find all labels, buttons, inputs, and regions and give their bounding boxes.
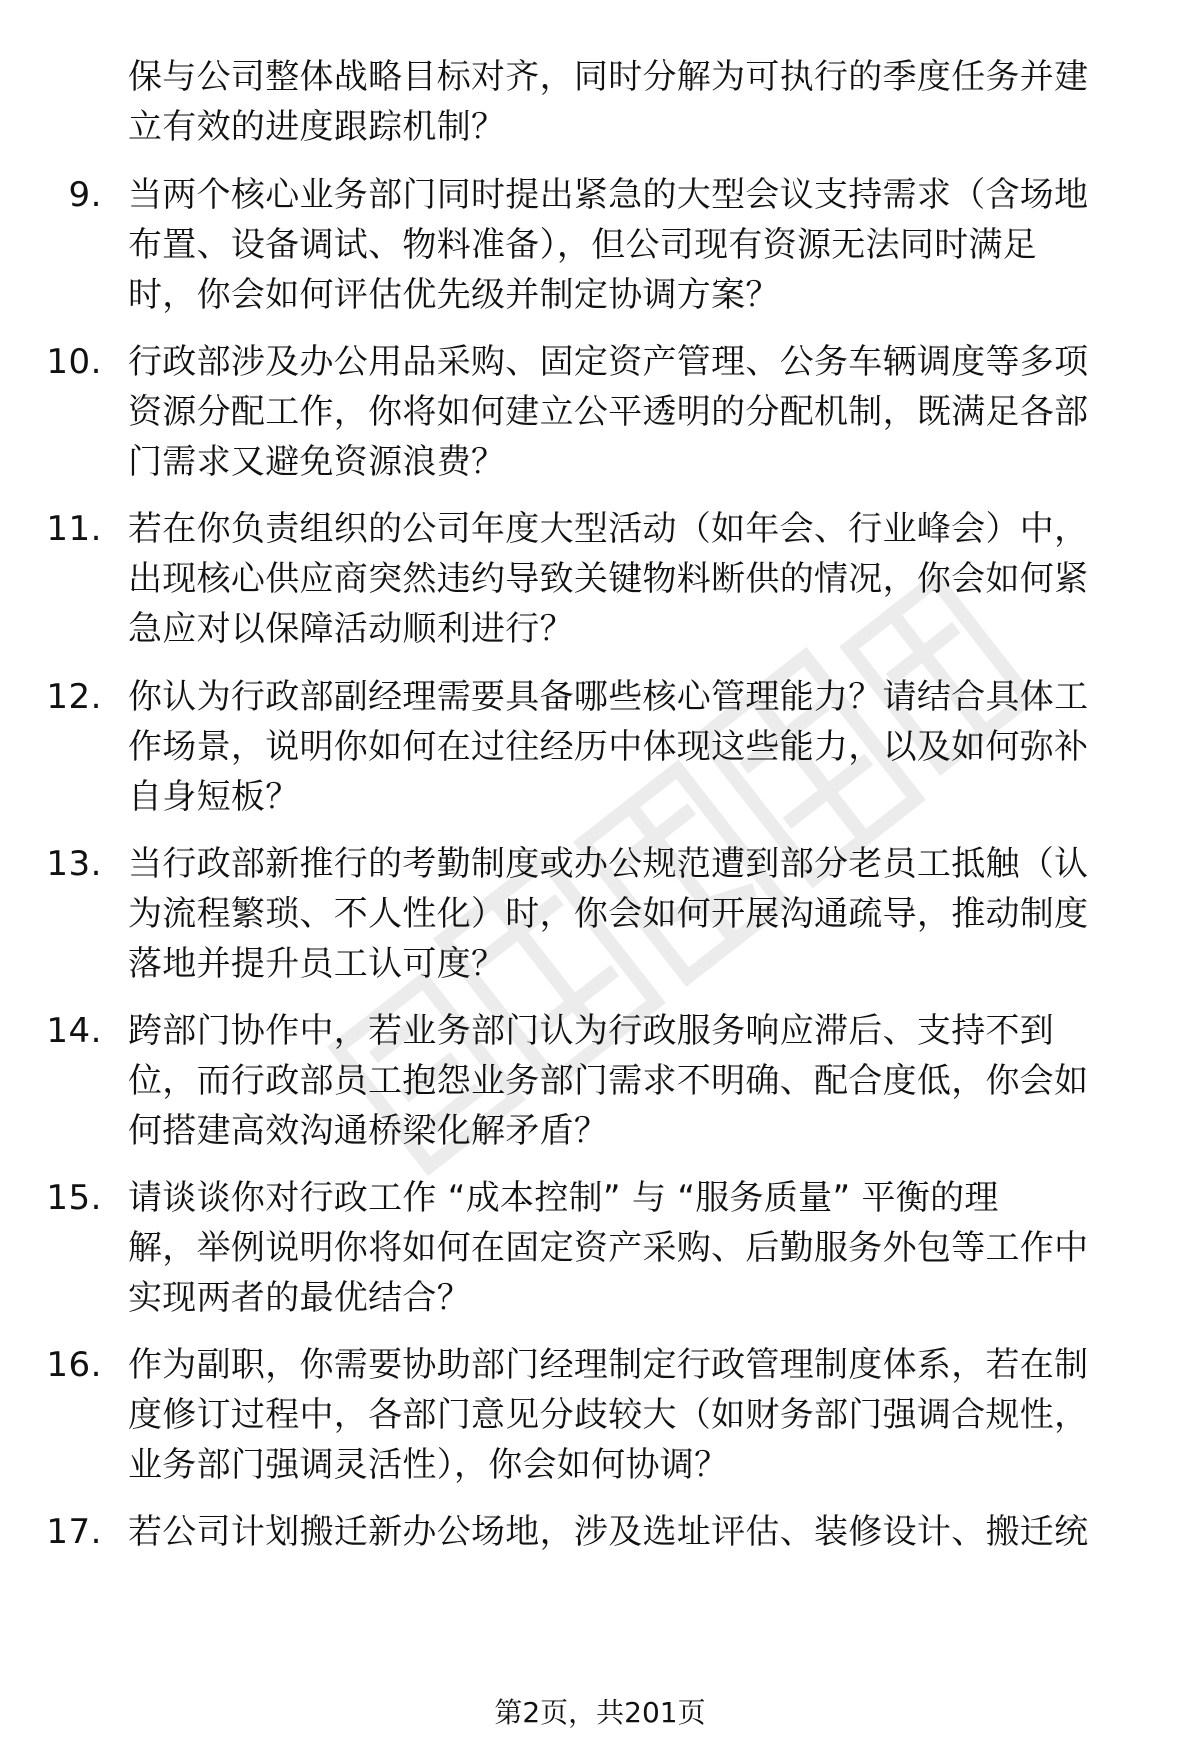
item-number: 9.	[68, 175, 102, 215]
item-line: 立有效的进度跟踪机制？	[128, 107, 506, 147]
item-line: 自身短板？	[128, 777, 300, 817]
item-line: 为流程繁琐、不人性化）时，你会如何开展沟通疏导，推动制度	[128, 894, 1089, 934]
item-number: 15.	[46, 1178, 102, 1218]
item-text	[128, 1173, 1148, 1323]
item-line: 若在你负责组织的公司年度大型活动（如年会、行业峰会）中，	[128, 509, 1089, 549]
item-line: 位，而行政部员工抱怨业务部门需求不明确、配合度低，你会如	[128, 1061, 1089, 1101]
item-line: 业务部门强调灵活性），你会如何协调？	[128, 1445, 729, 1485]
item-number: 13.	[46, 844, 102, 884]
item-line: 资源分配工作，你将如何建立公平透明的分配机制，既满足各部	[128, 392, 1089, 432]
item-text	[128, 1507, 1148, 1557]
item-line: 行政部涉及办公用品采购、固定资产管理、公务车辆调度等多项	[128, 342, 1089, 382]
item-line: 门需求又避免资源浪费？	[128, 442, 506, 482]
item-text	[128, 1340, 1148, 1490]
item-number: 16.	[46, 1345, 102, 1385]
item-line: 请谈谈你对行政工作 “成本控制” 与 “服务质量” 平衡的理	[128, 1178, 999, 1218]
item-text	[128, 672, 1148, 822]
item-text	[128, 1006, 1148, 1156]
item-line: 实现两者的最优结合？	[128, 1278, 471, 1318]
item-text	[128, 170, 1148, 320]
item-line: 作场景，说明你如何在过往经历中体现这些能力，以及如何弥补	[128, 727, 1089, 767]
page-number-footer: 第2页，共201页	[494, 1696, 706, 1729]
item-line: 布置、设备调试、物料准备），但公司现有资源无法同时满足	[128, 225, 1038, 265]
item-line: 当行政部新推行的考勤制度或办公规范遭到部分老员工抵触（认	[128, 844, 1089, 884]
item-text	[128, 52, 1148, 152]
item-line: 跨部门协作中，若业务部门认为行政服务响应滞后、支持不到	[128, 1011, 1055, 1051]
item-number: 10.	[46, 342, 102, 382]
item-line: 当两个核心业务部门同时提出紧急的大型会议支持需求（含场地	[128, 175, 1089, 215]
item-line: 若公司计划搬迁新办公场地，涉及选址评估、装修设计、搬迁统	[128, 1512, 1089, 1552]
item-number: 11.	[46, 509, 102, 549]
item-line: 作为副职，你需要协助部门经理制定行政管理制度体系，若在制	[128, 1345, 1089, 1385]
item-text	[128, 504, 1148, 654]
item-line: 保与公司整体战略目标对齐，同时分解为可执行的季度任务并建	[128, 57, 1089, 97]
item-number: 17.	[46, 1512, 102, 1552]
item-text	[128, 337, 1148, 487]
item-text	[128, 839, 1148, 989]
item-line: 解，举例说明你将如何在固定资产采购、后勤服务外包等工作中	[128, 1228, 1089, 1268]
item-line: 度修订过程中，各部门意见分歧较大（如财务部门强调合规性，	[128, 1395, 1089, 1435]
item-line: 落地并提升员工认可度？	[128, 944, 506, 984]
item-line: 急应对以保障活动顺利进行？	[128, 609, 574, 649]
item-line: 时，你会如何评估优先级并制定协调方案？	[128, 275, 780, 315]
item-line: 你认为行政部副经理需要具备哪些核心管理能力？请结合具体工	[128, 677, 1089, 717]
item-number: 12.	[46, 677, 102, 717]
item-number: 14.	[46, 1011, 102, 1051]
item-line: 出现核心供应商突然违约导致关键物料断供的情况，你会如何紧	[128, 559, 1089, 599]
item-line: 何搭建高效沟通桥梁化解矛盾？	[128, 1111, 609, 1151]
